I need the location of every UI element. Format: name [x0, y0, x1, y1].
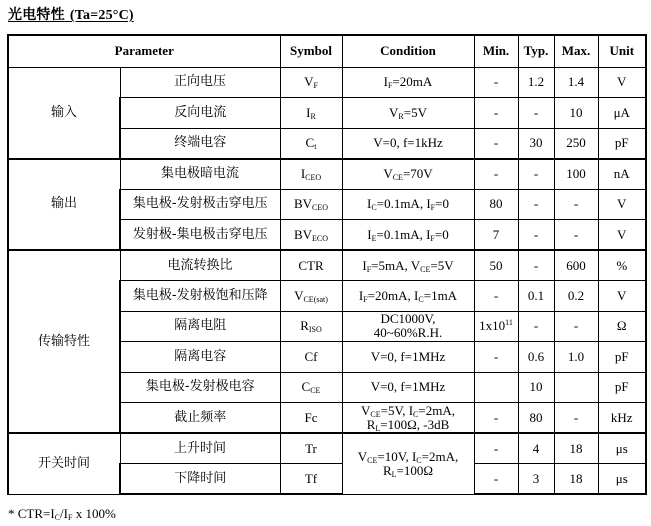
- param-name: 电流转换比: [120, 250, 280, 281]
- group-input: 输入: [8, 67, 120, 159]
- min-cell: 80: [474, 189, 518, 220]
- param-name: 隔离电容: [120, 342, 280, 373]
- symbol-cell: Tr: [280, 433, 342, 464]
- unit-cell: kHz: [598, 403, 646, 434]
- header-symbol: Symbol: [280, 35, 342, 67]
- min-cell: [474, 372, 518, 403]
- symbol-cell: Cf: [280, 342, 342, 373]
- symbol-cell: $C_t$: [280, 128, 342, 159]
- min-cell: -: [474, 281, 518, 312]
- min-cell: 50: [474, 250, 518, 281]
- condition-cell: $I_F=5mA$, $V_{CE}=5V$: [342, 250, 474, 281]
- symbol-cell: $C_{CE}$: [280, 372, 342, 403]
- typ-cell: 10: [518, 372, 554, 403]
- unit-cell: V: [598, 67, 646, 98]
- symbol-cell: $V_F$: [280, 67, 342, 98]
- min-cell: -: [474, 403, 518, 434]
- max-cell: [554, 372, 598, 403]
- typ-cell: 0.6: [518, 342, 554, 373]
- param-name: 下降时间: [120, 464, 280, 495]
- min-cell: -: [474, 342, 518, 373]
- min-cell: -: [474, 464, 518, 495]
- min-cell: -: [474, 433, 518, 464]
- unit-cell: μs: [598, 464, 646, 495]
- condition-cell: $V_{CE}=70V$: [342, 159, 474, 190]
- spec-table: [7, 34, 647, 495]
- condition-cell: $V_R=5V$: [342, 98, 474, 129]
- param-name: 集电极-发射极电容: [120, 372, 280, 403]
- param-name: 隔离电阻: [120, 311, 280, 342]
- table-row: [8, 67, 646, 98]
- typ-cell: 3: [518, 464, 554, 495]
- typ-cell: 80: [518, 403, 554, 434]
- table-row: [8, 159, 646, 190]
- max-cell: -: [554, 220, 598, 251]
- symbol-cell: Fc: [280, 403, 342, 434]
- unit-cell: V: [598, 281, 646, 312]
- param-name: 反向电流: [120, 98, 280, 129]
- title-main: 光电特性: [8, 7, 65, 23]
- symbol-cell: $I_R$: [280, 98, 342, 129]
- max-cell: 600: [554, 250, 598, 281]
- typ-cell: -: [518, 250, 554, 281]
- param-name: 集电极-发射极击穿电压: [120, 189, 280, 220]
- symbol-cell: $BV_{ECO}$: [280, 220, 342, 251]
- symbol-cell: $R_{ISO}$: [280, 311, 342, 342]
- header-parameter: Parameter: [8, 35, 280, 67]
- header-row: [8, 35, 646, 67]
- typ-cell: -: [518, 189, 554, 220]
- footnote: * $CTR=I_C/I_F$ x 100%: [8, 506, 116, 522]
- symbol-cell: $I_{CEO}$: [280, 159, 342, 190]
- header-unit: Unit: [598, 35, 646, 67]
- max-cell: -: [554, 189, 598, 220]
- param-name: 发射极-集电极击穿电压: [120, 220, 280, 251]
- unit-cell: pF: [598, 128, 646, 159]
- typ-cell: -: [518, 159, 554, 190]
- unit-cell: V: [598, 220, 646, 251]
- unit-cell: Ω: [598, 311, 646, 342]
- typ-cell: 1.2: [518, 67, 554, 98]
- symbol-cell: $BV_{CEO}$: [280, 189, 342, 220]
- min-cell: -: [474, 98, 518, 129]
- typ-cell: -: [518, 311, 554, 342]
- max-cell: 18: [554, 464, 598, 495]
- table-row: [8, 250, 646, 281]
- min-cell: $1x10^{11}$: [474, 311, 518, 342]
- symbol-cell: Tf: [280, 464, 342, 495]
- unit-cell: nA: [598, 159, 646, 190]
- min-cell: 7: [474, 220, 518, 251]
- typ-cell: 4: [518, 433, 554, 464]
- unit-cell: pF: [598, 372, 646, 403]
- max-cell: -: [554, 403, 598, 434]
- typ-cell: 30: [518, 128, 554, 159]
- unit-cell: V: [598, 189, 646, 220]
- param-name: 上升时间: [120, 433, 280, 464]
- max-cell: -: [554, 311, 598, 342]
- param-name: 截止频率: [120, 403, 280, 434]
- max-cell: 18: [554, 433, 598, 464]
- typ-cell: 0.1: [518, 281, 554, 312]
- condition-cell: $V_{CE}=5V$, $I_C=2mA$, $R_L=100\Omega$, -3dB: [342, 403, 474, 434]
- condition-cell: V=0, f=1kHz: [342, 128, 474, 159]
- title-condition: (Ta=25°C): [69, 8, 134, 23]
- symbol-cell: CTR: [280, 250, 342, 281]
- param-name: 集电极-发射极饱和压降: [120, 281, 280, 312]
- group-output: 输出: [8, 159, 120, 251]
- max-cell: 1.0: [554, 342, 598, 373]
- table-row: [8, 433, 646, 464]
- page-title: [8, 4, 134, 24]
- unit-cell: μA: [598, 98, 646, 129]
- max-cell: 250: [554, 128, 598, 159]
- max-cell: 1.4: [554, 67, 598, 98]
- max-cell: 100: [554, 159, 598, 190]
- condition-cell: $V_{CE}=10V$, $I_C=2mA$, $R_L=100\Omega$: [342, 433, 474, 494]
- unit-cell: pF: [598, 342, 646, 373]
- min-cell: -: [474, 128, 518, 159]
- header-min: Min.: [474, 35, 518, 67]
- group-switching: 开关时间: [8, 433, 120, 494]
- max-cell: 0.2: [554, 281, 598, 312]
- param-name: 终端电容: [120, 128, 280, 159]
- min-cell: -: [474, 159, 518, 190]
- group-transfer: 传输特性: [8, 250, 120, 433]
- condition-cell: V=0, f=1MHz: [342, 372, 474, 403]
- condition-cell: $I_C=0.1mA$, $I_F=0$: [342, 189, 474, 220]
- condition-cell: $I_F=20mA$: [342, 67, 474, 98]
- param-name: 正向电压: [120, 67, 280, 98]
- unit-cell: %: [598, 250, 646, 281]
- typ-cell: -: [518, 220, 554, 251]
- condition-cell: DC1000V, 40~60%R.H.: [342, 311, 474, 342]
- header-typ: Typ.: [518, 35, 554, 67]
- param-name: 集电极暗电流: [120, 159, 280, 190]
- max-cell: 10: [554, 98, 598, 129]
- header-condition: Condition: [342, 35, 474, 67]
- unit-cell: μs: [598, 433, 646, 464]
- symbol-cell: $V_{CE(sat)}$: [280, 281, 342, 312]
- condition-cell: $I_E=0.1mA$, $I_F=0$: [342, 220, 474, 251]
- header-max: Max.: [554, 35, 598, 67]
- typ-cell: -: [518, 98, 554, 129]
- condition-cell: $I_F=20mA$, $I_C=1mA$: [342, 281, 474, 312]
- min-cell: -: [474, 67, 518, 98]
- condition-cell: V=0, f=1MHz: [342, 342, 474, 373]
